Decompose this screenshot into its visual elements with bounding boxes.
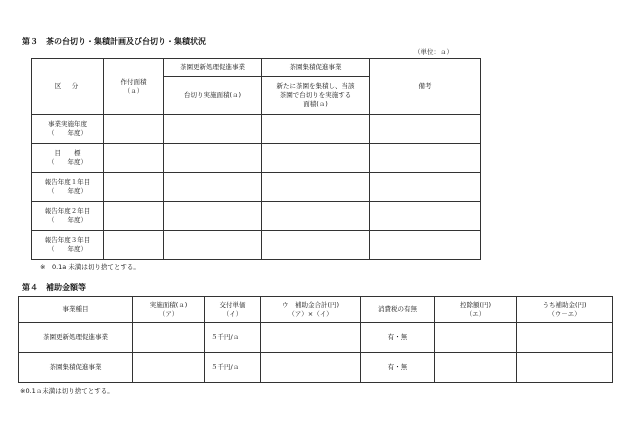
cell: [104, 115, 164, 144]
cell: [164, 144, 262, 173]
header-subsidy: うち補助金(円) （ウ－エ）: [517, 297, 613, 323]
cell: [262, 115, 370, 144]
cell: [164, 115, 262, 144]
section4-note: ※0.1ａ未満は切り捨てとする。: [20, 387, 114, 395]
tax-choice: 有・無: [361, 323, 435, 353]
cell: [370, 202, 481, 231]
cell: [261, 323, 361, 353]
header-consolidation: 茶園集積促進事業: [262, 59, 370, 77]
table-row: [32, 173, 481, 202]
header-category: 区 分: [32, 59, 104, 115]
cell: [370, 173, 481, 202]
table-row: [19, 353, 613, 383]
cell: [261, 353, 361, 383]
cell: [517, 353, 613, 383]
cell: [104, 173, 164, 202]
header-cultivated-area: 作付面積 （ａ）: [104, 59, 164, 115]
cell: [133, 323, 205, 353]
cell: [435, 353, 517, 383]
cell: [104, 144, 164, 173]
cell: [370, 115, 481, 144]
section4-title: 第４ 補助金額等: [22, 283, 86, 292]
row-label: 目 標 （ 年度）: [32, 144, 104, 173]
cell: [435, 323, 517, 353]
unit-label: （単位：ａ）: [414, 48, 453, 56]
table-row: [32, 115, 481, 144]
header-tax: 消費税の有無: [361, 297, 435, 323]
section3-title: 第３ 茶の台切り・集積計画及び台切り・集積状況: [22, 37, 206, 46]
item-name: 茶園集積促進事業: [19, 353, 133, 383]
item-name: 茶園更新処理促進事業: [19, 323, 133, 353]
table-row: [32, 202, 481, 231]
row-label: 報告年度１年目 （ 年度）: [32, 173, 104, 202]
cell: [104, 202, 164, 231]
cell: [164, 173, 262, 202]
unit-price: ５千円/ａ: [205, 323, 261, 353]
cell: [370, 231, 481, 260]
cell: [104, 231, 164, 260]
header-subsidy-total: ウ 補助金合計(円) （ア）×（イ）: [261, 297, 361, 323]
cell: [262, 144, 370, 173]
header-consolidation-sub: 新たに茶園を集積し、当該 茶園で台切りを実施する 面積(ａ): [262, 77, 370, 115]
row-label: 事業実施年度 （ 年度）: [32, 115, 104, 144]
row-label: 報告年度２年目 （ 年度）: [32, 202, 104, 231]
cell: [262, 202, 370, 231]
table-row: [19, 323, 613, 353]
cell: [164, 202, 262, 231]
table-row: [32, 231, 481, 260]
cell: [133, 353, 205, 383]
plan-table: [31, 58, 481, 260]
header-deduction: 控除額(円) （エ）: [435, 297, 517, 323]
cell: [164, 231, 262, 260]
table-row: [32, 144, 481, 173]
header-renewal: 茶園更新処理促進事業: [164, 59, 262, 77]
row-label: 報告年度３年目 （ 年度）: [32, 231, 104, 260]
cell: [517, 323, 613, 353]
cell: [262, 231, 370, 260]
cell: [262, 173, 370, 202]
cell: [370, 144, 481, 173]
tax-choice: 有・無: [361, 353, 435, 383]
unit-price: ５千円/ａ: [205, 353, 261, 383]
header-area: 実施面積(ａ) （ア）: [133, 297, 205, 323]
header-item: 事業種目: [19, 297, 133, 323]
section3-note: ※ 0.1a 未満は切り捨てとする。: [40, 263, 140, 271]
header-remarks: 備考: [370, 59, 481, 115]
subsidy-table: [18, 296, 613, 383]
header-unit-price: 交付単価 （イ）: [205, 297, 261, 323]
header-renewal-sub: 台切り実施面積(ａ): [164, 77, 262, 115]
